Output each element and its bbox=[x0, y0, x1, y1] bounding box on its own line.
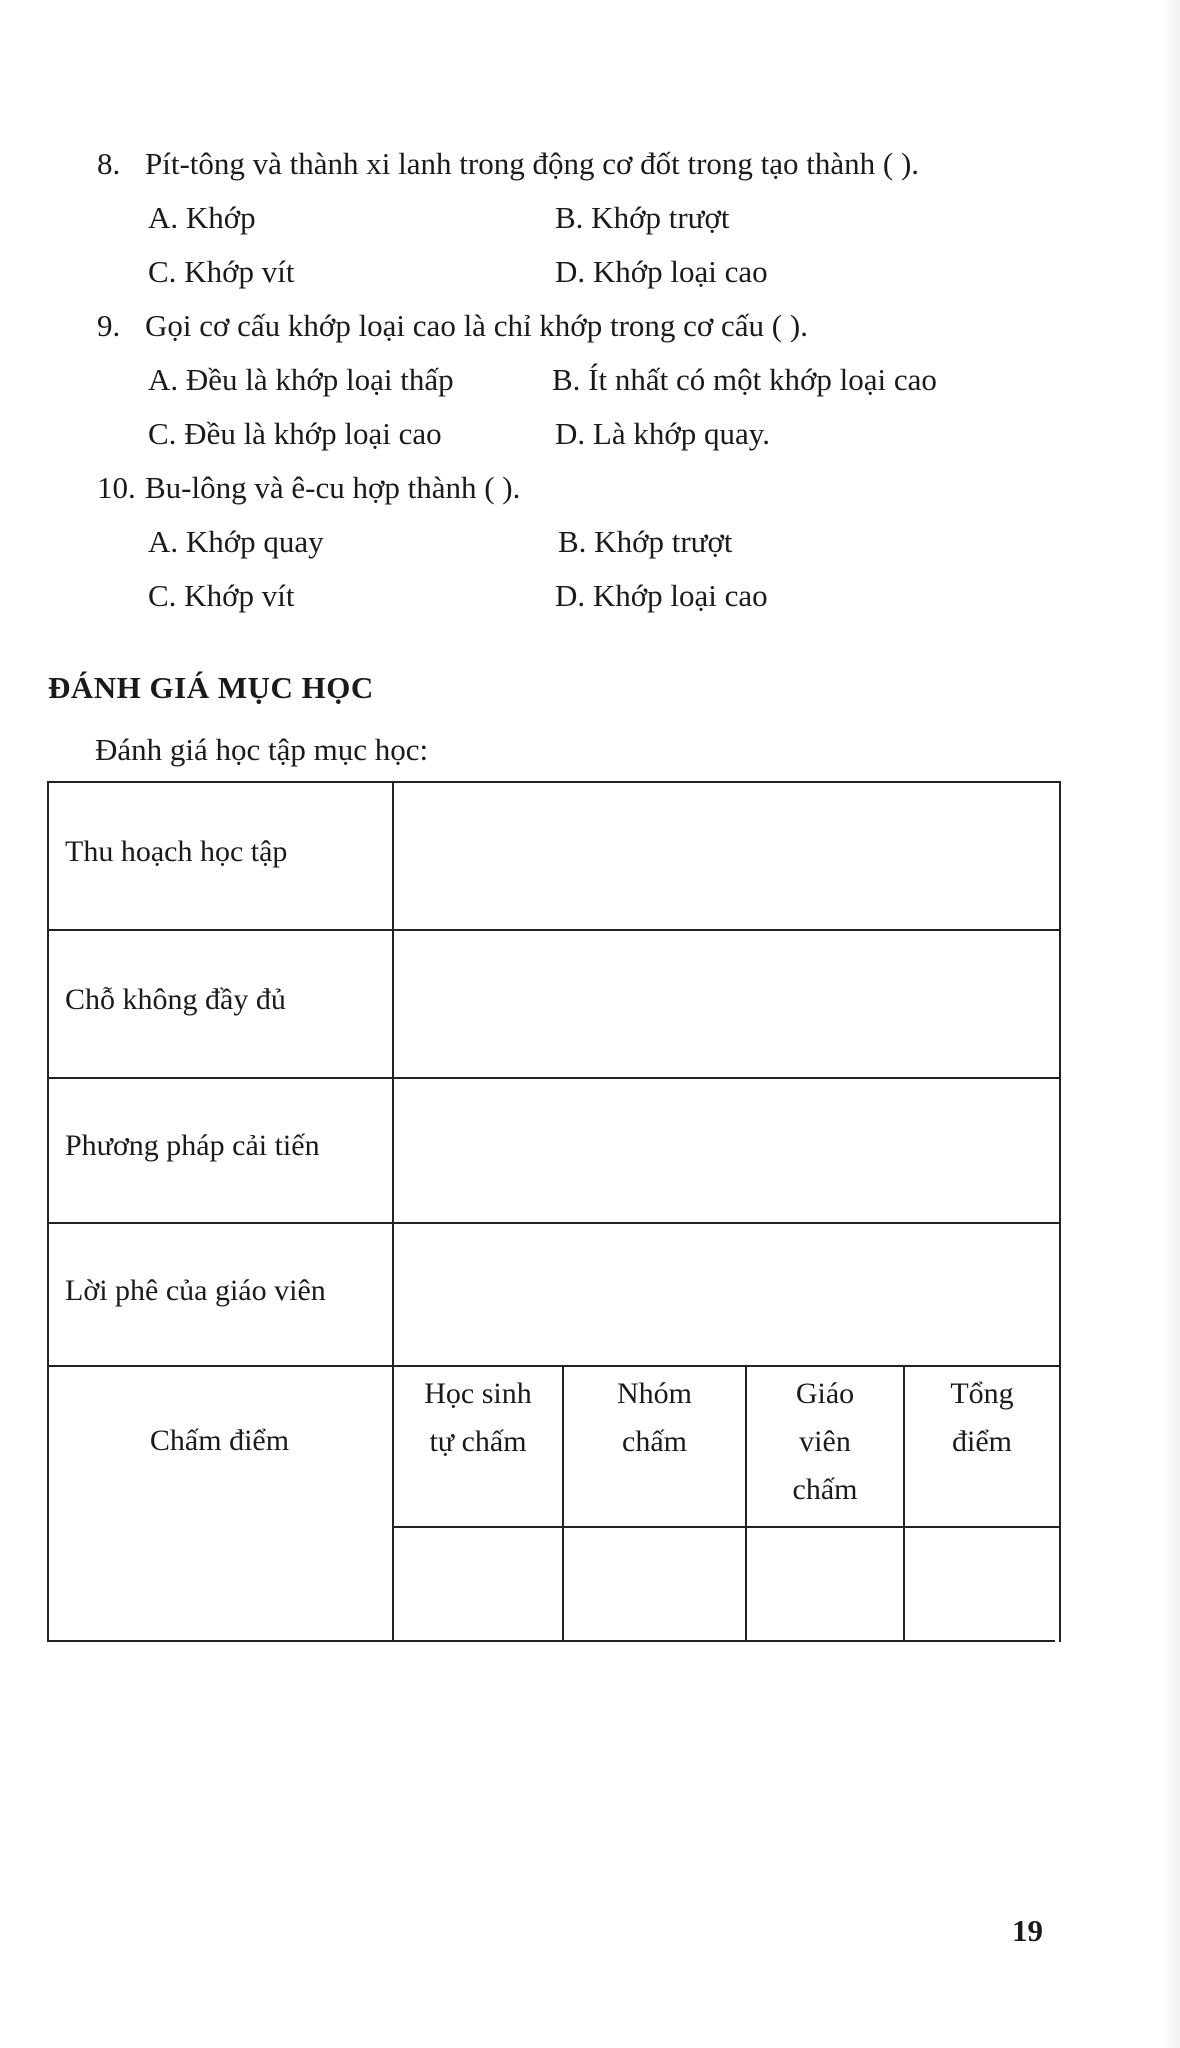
row-label-cho-khong-day-du: Chỗ không đầy đủ bbox=[65, 983, 286, 1016]
score-cell-teacher[interactable] bbox=[747, 1528, 903, 1640]
row-label-loi-phe: Lời phê của giáo viên bbox=[65, 1274, 326, 1307]
row-label-thu-hoach: Thu hoạch học tập bbox=[65, 835, 288, 868]
option-b: B. Khớp trượt bbox=[558, 524, 733, 559]
answer-cell-loi-phe[interactable] bbox=[394, 1224, 1059, 1365]
section-intro: Đánh giá học tập mục học: bbox=[95, 732, 429, 767]
option-c: C. Khớp vít bbox=[148, 254, 295, 289]
grading-column-teacher: Giáo viên chấm bbox=[792, 1377, 858, 1506]
question-number: 8. bbox=[97, 146, 121, 181]
option-a: A. Khớp quay bbox=[148, 524, 324, 559]
option-a: A. Đều là khớp loại thấp bbox=[148, 362, 454, 397]
option-d: D. Khớp loại cao bbox=[555, 254, 768, 289]
section-title: ĐÁNH GIÁ MỤC HỌC bbox=[48, 670, 374, 705]
score-cell-self[interactable] bbox=[394, 1528, 562, 1640]
answer-cell-cho-khong-day-du[interactable] bbox=[394, 931, 1059, 1077]
answer-cell-thu-hoach[interactable] bbox=[394, 783, 1059, 929]
question-text: Pít-tông và thành xi lanh trong động cơ đốt trong tạo thành ( ). bbox=[145, 146, 920, 181]
question-number: 10. bbox=[97, 470, 136, 505]
option-d: D. Là khớp quay. bbox=[555, 416, 770, 451]
page-number: 19 bbox=[1012, 1913, 1043, 1948]
grading-column-group: Nhóm chấm bbox=[617, 1377, 692, 1458]
option-c: C. Khớp vít bbox=[148, 578, 295, 613]
option-a: A. Khớp bbox=[148, 200, 256, 235]
question-text: Gọi cơ cấu khớp loại cao là chỉ khớp trong cơ cấu ( ). bbox=[145, 308, 808, 343]
question-number: 9. bbox=[97, 308, 121, 343]
option-b: B. Khớp trượt bbox=[555, 200, 730, 235]
grading-label: Chấm điểm bbox=[149, 1424, 290, 1457]
page-edge-shadow bbox=[1162, 0, 1180, 2048]
grading-column-self: Học sinh tự chấm bbox=[424, 1377, 532, 1458]
score-cell-total[interactable] bbox=[905, 1528, 1059, 1640]
grading-column-total: Tổng điểm bbox=[950, 1377, 1014, 1458]
option-c: C. Đều là khớp loại cao bbox=[148, 416, 442, 451]
question-text: Bu-lông và ê-cu hợp thành ( ). bbox=[145, 470, 521, 505]
option-b: B. Ít nhất có một khớp loại cao bbox=[552, 362, 937, 397]
score-cell-group[interactable] bbox=[564, 1528, 745, 1640]
answer-cell-phuong-phap[interactable] bbox=[394, 1079, 1059, 1222]
row-label-phuong-phap: Phương pháp cải tiến bbox=[65, 1129, 320, 1162]
option-d: D. Khớp loại cao bbox=[555, 578, 768, 613]
